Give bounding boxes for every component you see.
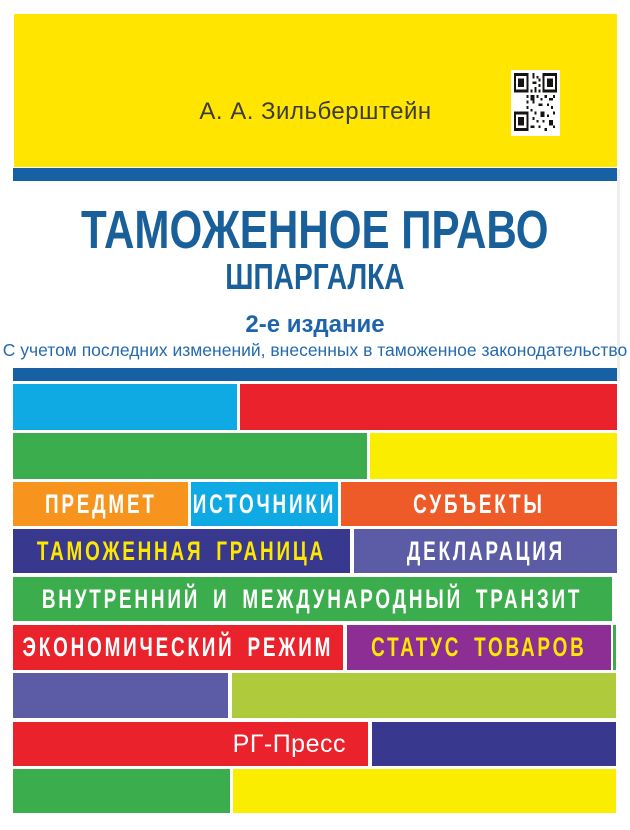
- color-bar-green-bottom: [13, 769, 230, 813]
- color-bar-yellow-bottom: [233, 769, 616, 813]
- color-bar-lime: [232, 673, 616, 718]
- edition-note: 2-е издание: [245, 311, 385, 338]
- color-bar-red: [240, 384, 617, 430]
- topic-bar-istochniki: [191, 482, 338, 526]
- publisher-name: РГ-Пресс: [232, 729, 346, 758]
- color-bar-green: [13, 433, 367, 479]
- topic-bar-deklaratsiya: [354, 529, 617, 573]
- book-subtitle-text: ШПАРГАЛКА: [225, 256, 405, 297]
- qr-code-pattern: [514, 73, 557, 131]
- color-bar-slate: [13, 673, 228, 718]
- topic-label-istochniki: ИСТОЧНИКИ: [192, 488, 337, 519]
- book-subtitle: [0, 256, 630, 297]
- author-band: [14, 14, 617, 167]
- divider-stripe-bottom: [13, 368, 617, 381]
- topic-label-deklaratsiya: ДЕКЛАРАЦИЯ: [406, 535, 565, 566]
- author-name: А. А. Зильберштейн: [199, 98, 432, 125]
- topic-label-rezhim: ЭКОНОМИЧЕСКИЙ РЕЖИМ: [22, 632, 334, 662]
- topic-bar-rezhim: [13, 625, 343, 670]
- tagline: С учетом последних изменений, внесенных в таможенное законодательство: [2, 340, 628, 360]
- color-sliver-green: [613, 625, 616, 670]
- topic-label-status: СТАТУС ТОВАРОВ: [371, 632, 587, 662]
- qr-code-icon: [511, 70, 560, 136]
- topic-bar-status: [347, 625, 611, 670]
- book-title-text: ТАМОЖЕННОЕ ПРАВО: [81, 200, 549, 260]
- topic-label-predmet: ПРЕДМЕТ: [44, 488, 157, 519]
- topic-label-tranzit: ВНУТРЕННИЙ И МЕЖДУНАРОДНЫЙ ТРАНЗИТ: [42, 583, 583, 614]
- divider-stripe-top: [13, 168, 617, 181]
- color-bar-cyan: [13, 384, 237, 430]
- book-title: [0, 200, 630, 260]
- topic-label-granitsa: ТАМОЖЕННАЯ ГРАНИЦА: [37, 535, 326, 566]
- topic-bar-tranzit: [13, 577, 612, 621]
- topic-label-subekty: СУБЪЕКТЫ: [413, 488, 545, 519]
- publisher-bar: [13, 722, 368, 766]
- color-bar-navy: [372, 722, 616, 766]
- color-bar-yellow: [370, 433, 617, 479]
- topic-bar-subekty: [341, 482, 617, 526]
- topic-bar-granitsa: [13, 529, 350, 573]
- topic-bar-predmet: [13, 482, 188, 526]
